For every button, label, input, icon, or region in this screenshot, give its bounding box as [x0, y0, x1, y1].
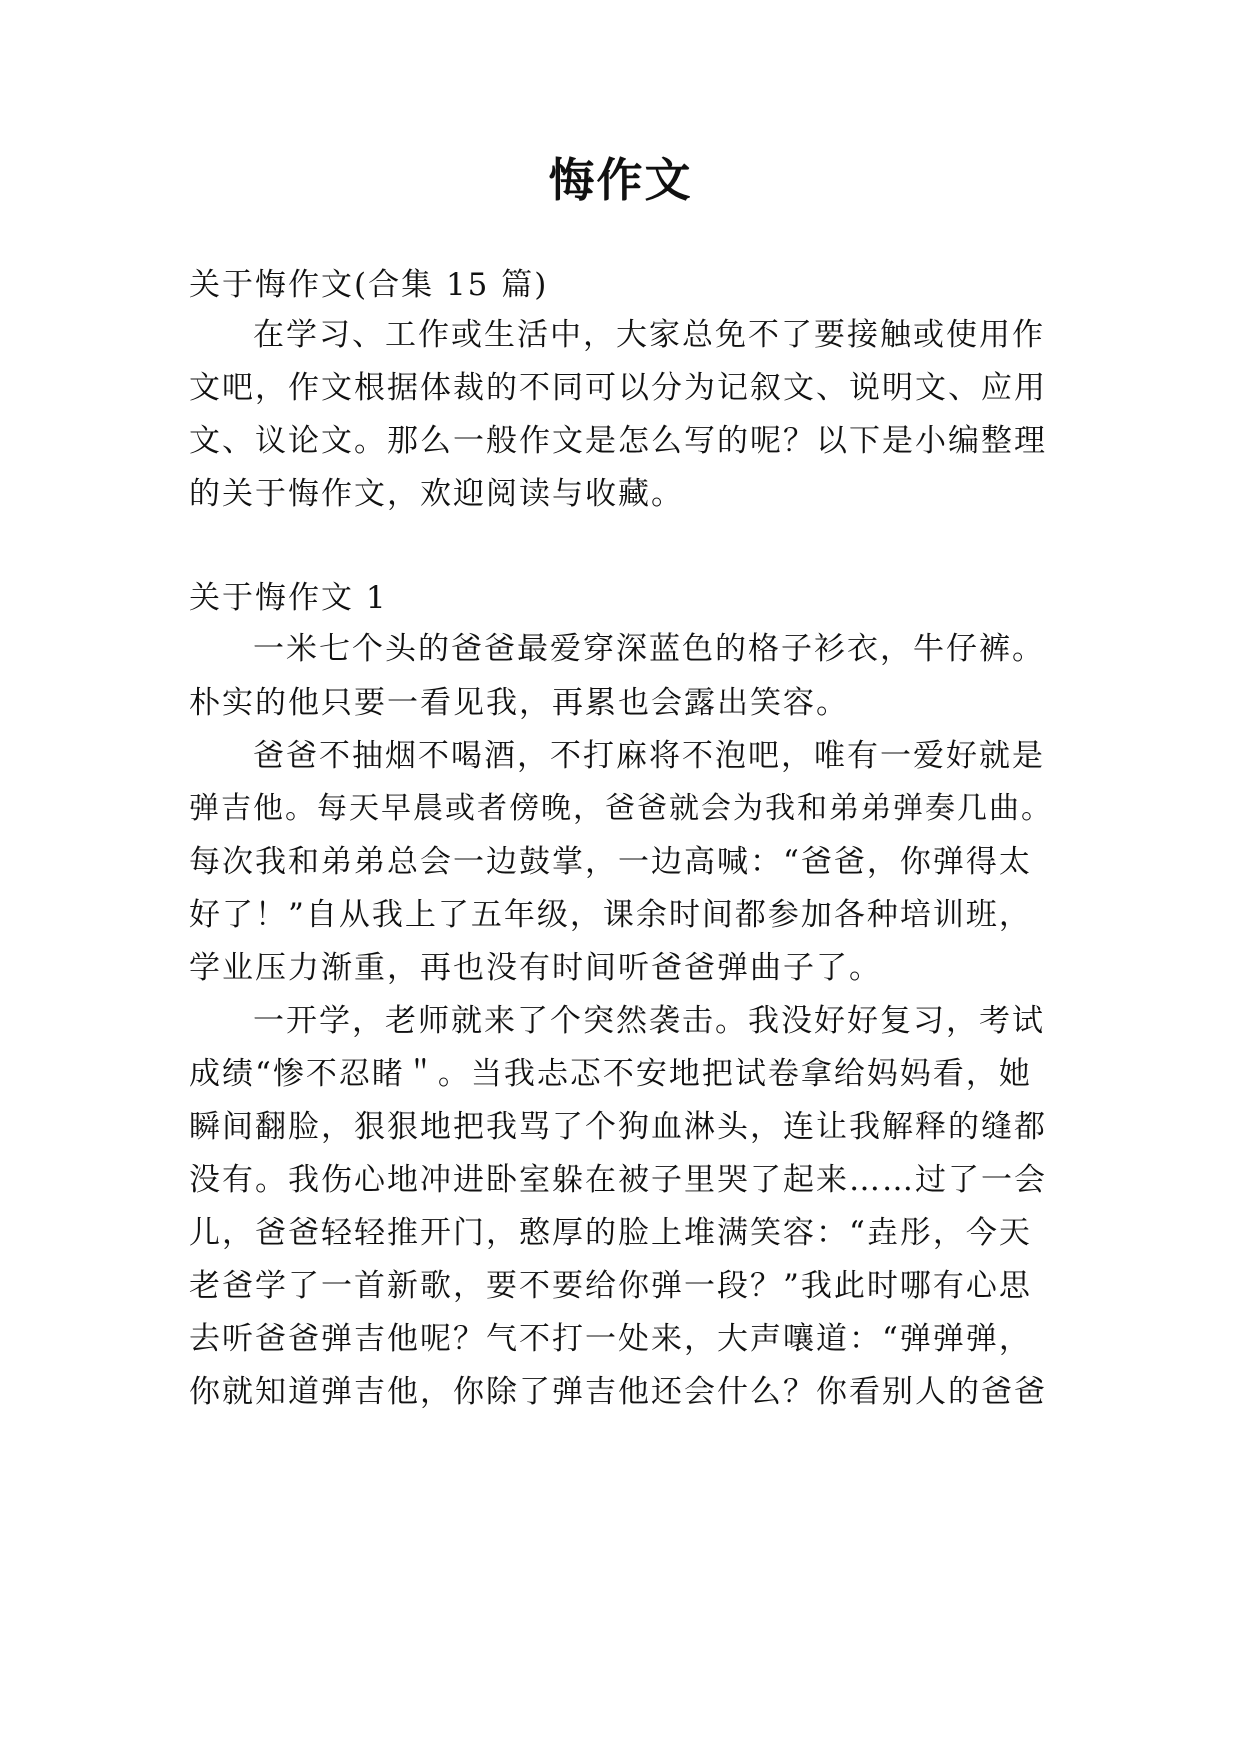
essay-line: 朴实的他只要一看见我，再累也会露出笑容。 [189, 685, 849, 721]
essay-heading: 关于悔作文 1 [189, 580, 388, 616]
intro-line: 文吧，作文根据体裁的不同可以分为记叙文、说明文、应用 [189, 370, 1047, 406]
collection-heading: 关于悔作文(合集 15 篇) [189, 267, 549, 303]
essay-line: 爸爸不抽烟不喝酒，不打麻将不泡吧，唯有一爱好就是 [253, 738, 1045, 774]
intro-line: 在学习、工作或生活中，大家总免不了要接触或使用作 [253, 317, 1045, 353]
essay-line: 成绩“惨不忍睹＂。当我忐忑不安地把试卷拿给妈妈看，她 [189, 1056, 1032, 1092]
essay-line: 一开学，老师就来了个突然袭击。我没好好复习，考试 [253, 1003, 1045, 1039]
essay-line: 瞬间翻脸，狠狠地把我骂了个狗血淋头，连让我解释的缝都 [189, 1109, 1047, 1145]
intro-line: 的关于悔作文，欢迎阅读与收藏。 [189, 476, 684, 512]
essay-line: 去听爸爸弹吉他呢？气不打一处来，大声嚷道：“弹弹弹， [189, 1321, 1032, 1357]
essay-line: 老爸学了一首新歌，要不要给你弹一段？”我此时哪有心思 [189, 1268, 1032, 1304]
essay-line: 每次我和弟弟总会一边鼓掌，一边高喊：“爸爸，你弹得太 [189, 844, 1032, 880]
essay-line: 一米七个头的爸爸最爱穿深蓝色的格子衫衣，牛仔裤。 [253, 631, 1045, 667]
document-title: 悔作文 [548, 153, 693, 207]
essay-line: 没有。我伤心地冲进卧室躲在被子里哭了起来……过了一会 [189, 1162, 1047, 1198]
essay-line: 儿，爸爸轻轻推开门，憨厚的脸上堆满笑容：“垚彤，今天 [189, 1215, 1032, 1251]
essay-line: 你就知道弹吉他，你除了弹吉他还会什么？你看别人的爸爸 [189, 1374, 1047, 1410]
essay-line: 好了！”自从我上了五年级，课余时间都参加各种培训班， [189, 897, 1032, 933]
intro-line: 文、议论文。那么一般作文是怎么写的呢？以下是小编整理 [189, 423, 1047, 459]
essay-line: 弹吉他。每天早晨或者傍晚，爸爸就会为我和弟弟弹奏几曲。 [189, 791, 1053, 826]
essay-line: 学业压力渐重，再也没有时间听爸爸弹曲子了。 [189, 950, 882, 986]
